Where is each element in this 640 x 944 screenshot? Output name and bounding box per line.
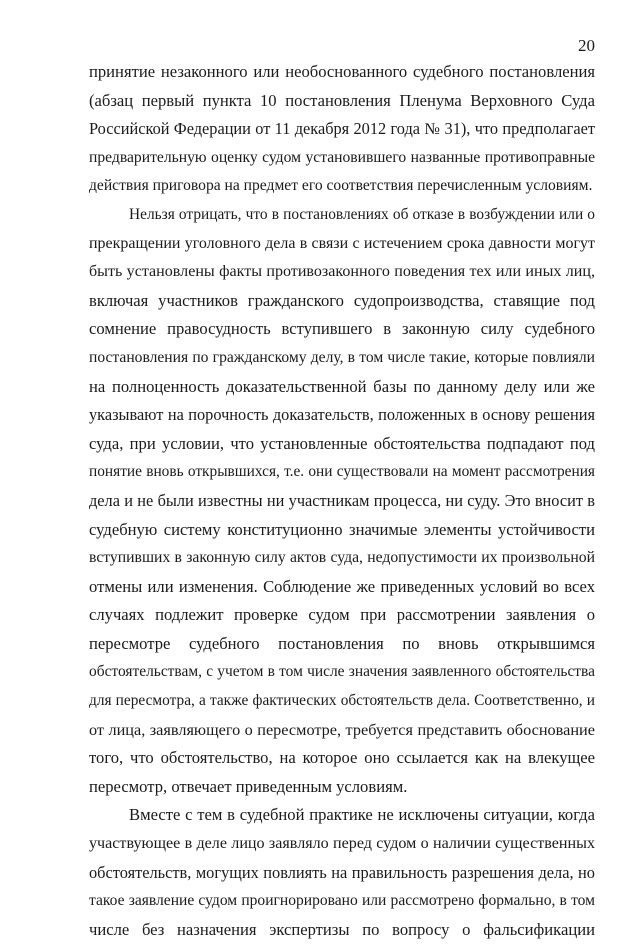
text-line: пересмотр, отвечает приведенным условиям. [89, 776, 408, 796]
paragraph-1 [89, 58, 595, 201]
text-line: указывают на порочность доказательств, положенных в основу решения [89, 405, 595, 425]
text-line: включая участников гражданского судопроизводства, ставящие под [89, 290, 595, 310]
text-line: того, что обстоятельство, на которое оно ссылается как на влекущее [89, 748, 595, 768]
text-line: такое заявление судом проигнорировано или рассмотрено формально, в том [89, 892, 595, 910]
text-line: понятие вновь открывшихся, т.е. они существовали на момент рассмотрения [89, 463, 595, 481]
text-line: Вместе с тем в судебной практике не исключены ситуации, когда [129, 805, 595, 825]
text-line: действия приговора на предмет его соответствия перечисленным условиям. [89, 177, 593, 195]
text-line: от лица, заявляющего о пересмотре, требуется представить обоснование [89, 720, 595, 739]
text-line: судебную систему конституционно значимые элементы устойчивости [89, 519, 595, 539]
text-line: принятие незаконного или необоснованного судебного постановления [89, 62, 595, 81]
text-line: сомнение правосудность вступившего в законную силу судебного [89, 319, 595, 339]
text-line: случаях подлежит проверке судом при рассмотрении заявления о [89, 605, 595, 625]
text-line: Российской Федерации от 11 декабря 2012 года № 31), что предполагает [89, 119, 595, 139]
text-line: участвующее в деле лицо заявляло перед судом о наличии существенных [89, 835, 595, 853]
text-line: суда, при условии, что установленные обстоятельства подпадают под [89, 433, 595, 453]
text-line: предварительную оценку судом установившего названные противоправные [89, 148, 595, 166]
text-line: быть установлены факты противозаконного поведения тех или иных лиц, [89, 263, 595, 281]
text-line: пересмотре судебного постановления по вновь открывшимся [89, 633, 595, 653]
paragraph-2 [89, 201, 595, 801]
text-line: (абзац первый пункта 10 постановления Пленума Верховного Суда [89, 90, 595, 110]
text-line: обстоятельств, могущих повлиять на правильность разрешения дела, но [89, 862, 595, 882]
body-text [89, 58, 595, 944]
page-number: 20 [578, 36, 595, 55]
text-line: прекращении уголовного дела в связи с истечением срока давности могут [89, 234, 595, 252]
text-line: вступивших в законную силу актов суда, недопустимости их произвольной [89, 549, 595, 567]
text-line: обстоятельствам, с учетом в том числе значения заявленного обстоятельства [89, 663, 595, 681]
text-line: Нельзя отрицать, что в постановлениях об отказе в возбуждении или о [129, 205, 595, 223]
text-line: числе без назначения экспертизы по вопросу о фальсификации [89, 919, 595, 939]
paragraph-3 [89, 801, 595, 944]
text-line: для пересмотра, а также фактических обстоятельств дела. Соответственно, и [89, 692, 595, 710]
text-line: дела и не были известны ни участникам процесса, ни суду. Это вносит в [89, 490, 595, 510]
text-line: постановления по гражданскому делу, в том числе такие, которые повлияли [89, 348, 595, 366]
text-line: отмены или изменения. Соблюдение же приведенных условий во всех [89, 576, 595, 596]
text-line: на полноценность доказательственной базы по данному делу или же [89, 376, 595, 396]
